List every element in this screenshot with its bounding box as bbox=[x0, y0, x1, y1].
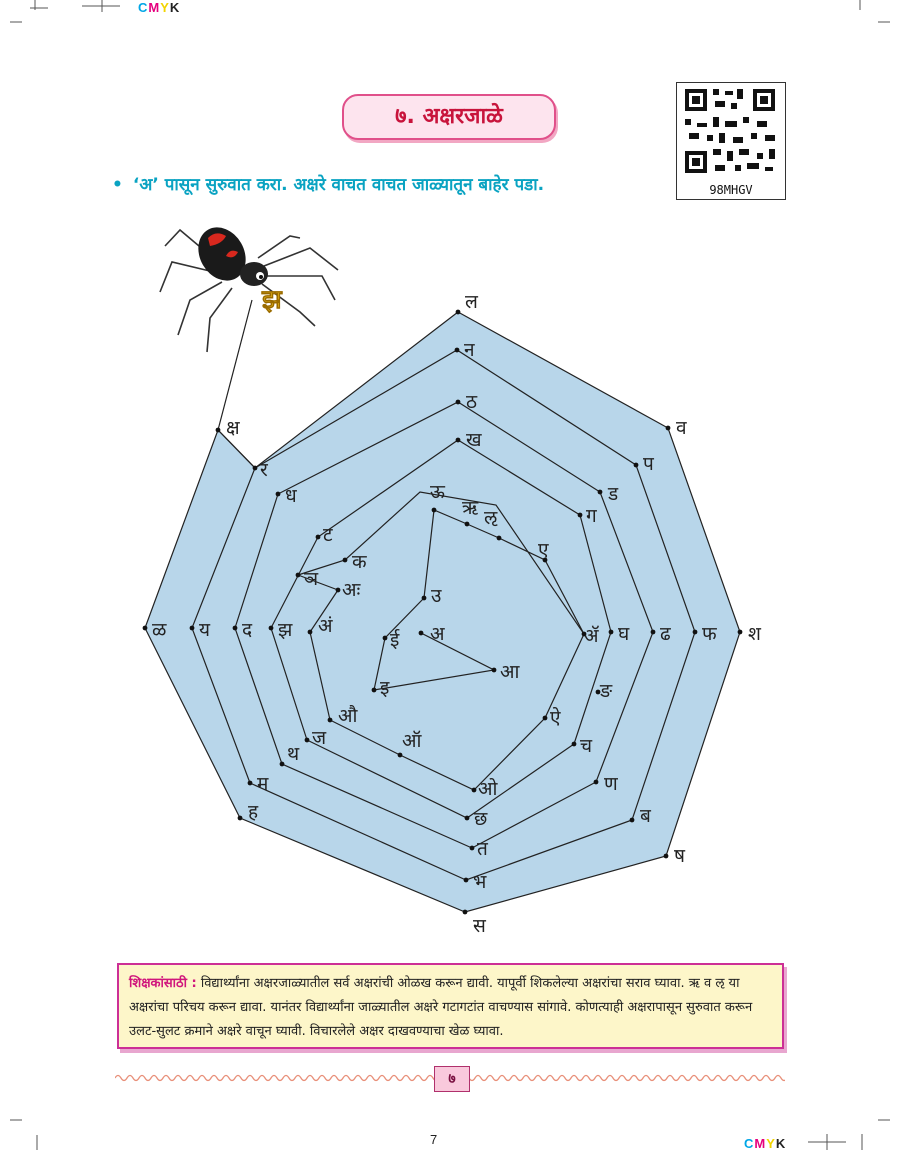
web-dot bbox=[190, 626, 195, 631]
web-letter: अः bbox=[342, 579, 361, 601]
web-letter: न bbox=[464, 339, 475, 361]
web-dot bbox=[598, 490, 603, 495]
web-letter: ट bbox=[323, 524, 333, 546]
web-letter: क्ष bbox=[226, 417, 240, 439]
web-dot bbox=[143, 626, 148, 631]
web-letter: ज bbox=[312, 727, 327, 749]
web-letter: प bbox=[643, 453, 654, 475]
web-letter: ण bbox=[604, 773, 618, 795]
web-dot bbox=[651, 630, 656, 635]
web-dot bbox=[666, 426, 671, 431]
web-dot bbox=[308, 630, 313, 635]
web-letter: र bbox=[260, 459, 268, 481]
spider-letter: झ bbox=[262, 285, 282, 315]
web-dot bbox=[276, 492, 281, 497]
lesson-title: ७. अक्षरजाळे bbox=[342, 94, 556, 140]
web-letter: ए bbox=[538, 539, 549, 561]
web-dot bbox=[296, 573, 301, 578]
web-dot bbox=[497, 536, 502, 541]
web-letter: ऋ bbox=[462, 497, 479, 519]
page-badge: ७ bbox=[434, 1066, 470, 1092]
web-dot bbox=[465, 522, 470, 527]
web-letter: द bbox=[242, 619, 253, 641]
web-letter: ॲ bbox=[584, 625, 599, 647]
web-letter: च bbox=[580, 735, 593, 757]
web-letter: य bbox=[199, 619, 211, 641]
web-dot bbox=[594, 780, 599, 785]
web-dot bbox=[609, 630, 614, 635]
web-dot bbox=[738, 630, 743, 635]
web-letter: ग bbox=[586, 505, 597, 527]
web-dot bbox=[336, 588, 341, 593]
web-letter: ऌ bbox=[484, 507, 498, 529]
web-letter: क bbox=[352, 551, 367, 573]
web-dot bbox=[492, 668, 497, 673]
web-dot bbox=[316, 535, 321, 540]
web-dot bbox=[465, 816, 470, 821]
spider-thread bbox=[218, 300, 252, 430]
web-letter: त bbox=[477, 838, 488, 860]
web-dot bbox=[472, 788, 477, 793]
web-letter: ई bbox=[390, 629, 400, 651]
web-letter: ऑ bbox=[402, 730, 422, 752]
cmyk-mark-bottom: CMYK bbox=[744, 1136, 787, 1151]
web-letter: ञ bbox=[304, 568, 319, 590]
web-dot bbox=[664, 854, 669, 859]
web-letter: ङ bbox=[600, 680, 613, 702]
web-letter: अं bbox=[318, 615, 333, 637]
web-letter: ड bbox=[608, 483, 619, 505]
web-dot bbox=[578, 513, 583, 518]
web-letter: ल bbox=[465, 291, 478, 313]
web-letter: ढ bbox=[660, 623, 671, 645]
web-dot bbox=[398, 753, 403, 758]
cmyk-mark-top: CMYK bbox=[138, 0, 181, 15]
web-letter: फ bbox=[702, 623, 717, 645]
qr-code-text: 98MHGV bbox=[709, 183, 753, 197]
web-dot bbox=[419, 631, 424, 636]
web-dot bbox=[305, 738, 310, 743]
web-letter: स bbox=[473, 915, 486, 937]
instruction-text: ‘अ’ पासून सुरुवात करा. अक्षरे वाचत वाचत जाळ्यातून बाहेर पडा. bbox=[132, 175, 545, 195]
web-letter: इ bbox=[380, 677, 390, 699]
page-number: 7 bbox=[430, 1132, 438, 1147]
web-dot bbox=[216, 428, 221, 433]
web-dot bbox=[248, 781, 253, 786]
bullet-icon: • bbox=[112, 175, 123, 195]
web-dot bbox=[233, 626, 238, 631]
web-dot bbox=[456, 438, 461, 443]
web-letter: म bbox=[257, 773, 269, 795]
web-dot bbox=[543, 716, 548, 721]
web-dot bbox=[238, 816, 243, 821]
web-letter: ब bbox=[640, 805, 651, 827]
web-letter: भ bbox=[473, 871, 487, 893]
teacher-note-text: विद्यार्थ्यांना अक्षरजाळ्यातील सर्व अक्षरांची ओळख करून द्यावी. यापूर्वी शिकलेल्या अक्षरांचा सराव घ्यावा. ऋ व ऌ या अक्षरांचा परिचय करून द्यावा. यानंतर विद्यार्थ्यांना जाळ्यातील अक्षरे गटागटांत वाचण्यास सांगावे. कोणत्याही अक्षरापासून सुरुवात करून उलट-सुलट क्रमाने अक्षरे वाचून घ्यावी. विचारलेले अक्षर दाखवण्याचा खेळ घ्यावा. bbox=[129, 976, 753, 1039]
spider-icon bbox=[160, 219, 338, 352]
web-dot bbox=[372, 688, 377, 693]
web-dot bbox=[269, 626, 274, 631]
web-letter: झ bbox=[278, 619, 293, 641]
web-letter: ऐ bbox=[550, 707, 561, 729]
web-letter: ळ bbox=[152, 619, 167, 641]
web-dot bbox=[464, 878, 469, 883]
web-dot bbox=[253, 466, 258, 471]
web-dot bbox=[328, 718, 333, 723]
web-dot bbox=[280, 762, 285, 767]
web-letter: व bbox=[676, 417, 687, 439]
web-letter: ऊ bbox=[430, 481, 445, 503]
web-letter: श bbox=[748, 623, 761, 645]
web-letter: घ bbox=[618, 623, 630, 645]
web-dot bbox=[463, 910, 468, 915]
teacher-note-label: शिक्षकांसाठी : bbox=[129, 976, 197, 991]
web-letter: थ bbox=[287, 743, 300, 765]
web-dot bbox=[634, 463, 639, 468]
web-dot bbox=[383, 636, 388, 641]
web-letter: आ bbox=[500, 661, 520, 683]
web-dot bbox=[572, 742, 577, 747]
web-dot bbox=[456, 400, 461, 405]
web-letter: छ bbox=[474, 808, 488, 830]
web-letter: ओ bbox=[478, 778, 498, 800]
web-dot bbox=[422, 596, 427, 601]
web-letter: ख bbox=[466, 429, 482, 451]
web-letter: ह bbox=[248, 801, 259, 823]
web-dot bbox=[456, 310, 461, 315]
web-dot bbox=[470, 846, 475, 851]
web-letter: औ bbox=[338, 705, 358, 727]
web-letter: ध bbox=[285, 485, 297, 507]
teacher-note bbox=[117, 963, 784, 1049]
web-dot bbox=[455, 348, 460, 353]
web-dot bbox=[432, 508, 437, 513]
web-letter: ष bbox=[674, 845, 685, 867]
web-dot bbox=[630, 818, 635, 823]
web-letter: उ bbox=[431, 585, 442, 607]
web-dot bbox=[343, 558, 348, 563]
web-letter: अ bbox=[430, 623, 445, 645]
web-dot bbox=[693, 630, 698, 635]
web-letter: ठ bbox=[466, 391, 478, 413]
